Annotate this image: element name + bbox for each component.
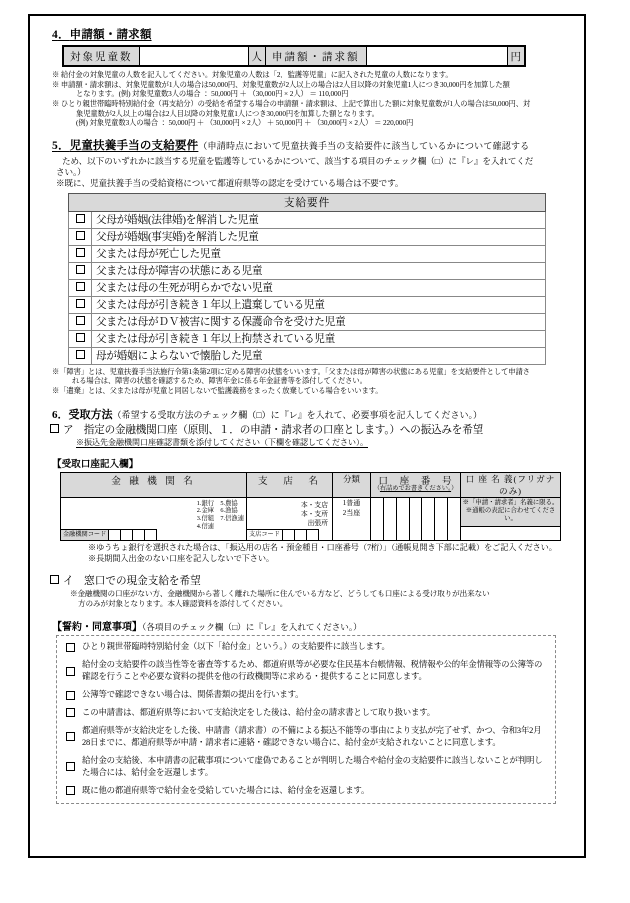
bank-name-cell[interactable] bbox=[61, 497, 247, 540]
pledge-item-label-6: 既に他の都道府県等で給付金を受給していた場合には、給付金を返還します。 bbox=[82, 785, 370, 795]
bank-name-header: 金 融 機 関 名 bbox=[61, 472, 247, 497]
requirement-checkbox-7[interactable] bbox=[69, 330, 92, 347]
receive-method-option-i[interactable] bbox=[50, 573, 572, 588]
section-5-desc-2: ため、以下のいずれかに該当する児童を監護等しているかについて、該当する項目のチェック欄（□）に『レ』を入れてくだ bbox=[62, 155, 534, 166]
checkbox-icon bbox=[66, 708, 75, 717]
table-row bbox=[69, 313, 546, 330]
checkbox-icon bbox=[66, 643, 75, 652]
form-page bbox=[28, 14, 586, 858]
option-i-subnote-1: ※金融機関の口座がない方、金融機関から著しく離れた場所に住んでいる方など、どうしても口座による受け取りが出来ない bbox=[70, 588, 490, 598]
option-a-subnote: ※振込先金融機関口座確認書類を添付してください（下欄を確認してください）。 bbox=[76, 437, 368, 447]
section-5-footnote-1: ※「障害」とは、児童扶養手当法施行令第1条第2項に定める障害の状態をいいます。「父または母が障害の状態にある児童」を支給要件として申請さ bbox=[52, 366, 530, 376]
branch-option-3: 出張所 bbox=[307, 520, 328, 527]
account-number-header bbox=[371, 472, 461, 497]
requirement-label-7: 父または母が引き続き１年以上拘禁されている児童 bbox=[92, 330, 546, 347]
branch-code-digit[interactable] bbox=[283, 529, 295, 540]
requirement-table bbox=[68, 193, 546, 365]
checkbox-icon bbox=[66, 732, 75, 741]
account-type-option-2: 2当座 bbox=[342, 509, 361, 518]
requirement-label-6: 父または母がＤＶ被害に関する保護命令を受けた児童 bbox=[92, 313, 546, 330]
bank-note-2: ※長期間入出金のない口座を記入しないで下さい。 bbox=[88, 553, 275, 563]
account-number-header-text: 口 座 番 号 bbox=[378, 475, 453, 487]
checkbox-icon bbox=[50, 575, 59, 584]
table-row bbox=[69, 279, 546, 296]
checkbox-icon bbox=[76, 350, 85, 359]
section-5-desc-3: さい。） bbox=[56, 167, 86, 178]
pledge-item-label-2: 公簿等で確認できない場合は、関係書類の提出を行います。 bbox=[82, 690, 304, 700]
pledge-item-label-0: ひとり親世帯臨時特別給付金（以下「給付金」という。）の支給要件に該当します。 bbox=[82, 642, 390, 652]
account-number-digit[interactable] bbox=[410, 498, 423, 540]
pledge-item[interactable] bbox=[63, 785, 547, 797]
section-5-title: 児童扶養手当の支給要件 bbox=[69, 139, 199, 152]
section-6-heading-tail: （希望する受取方法のチェック欄（□）に『レ』を入れて、必要事項を記入してください。） bbox=[112, 409, 482, 420]
amount-table-wrap bbox=[62, 45, 572, 67]
pledge-item[interactable] bbox=[63, 641, 547, 653]
pledge-item-label-1: 給付金の支給要件の該当性等を審査等するため、都道府県等が必要な住民基本台帳情報、税情報や公的年金情報等の公簿等の確認を行うことや必要な資料の提供を他の行政機関等に求める・提供することに同意します。 bbox=[82, 660, 543, 682]
branch-name-cell[interactable] bbox=[247, 497, 333, 540]
branch-code-label: 支店コード bbox=[247, 529, 283, 540]
table-row bbox=[69, 347, 546, 364]
account-number-cell[interactable] bbox=[371, 497, 461, 540]
checkbox-icon bbox=[76, 316, 85, 325]
section-6-title: 受取方法 bbox=[68, 408, 113, 421]
table-row bbox=[69, 262, 546, 279]
requirement-checkbox-1[interactable] bbox=[69, 228, 92, 245]
pledge-heading bbox=[52, 618, 572, 633]
table-row bbox=[69, 296, 546, 313]
branch-option-1: 本・支店 bbox=[300, 501, 328, 509]
account-number-digit[interactable] bbox=[448, 498, 460, 540]
pledge-item[interactable] bbox=[63, 725, 547, 749]
section-4-note-4: ※ ひとり親世帯臨時特別給付金（再支給分）の受給を希望する場合の申請額・請求額は、上記で算出した額に対象児童数が1人の場合は50,000円、対 bbox=[52, 98, 531, 108]
requirement-label-1: 父母が婚姻(事実婚)を解消した児童 bbox=[92, 228, 546, 245]
checkbox-icon bbox=[76, 248, 85, 257]
checkbox-icon bbox=[76, 282, 85, 291]
checkbox-icon bbox=[76, 299, 85, 308]
bank-table-wrap bbox=[60, 472, 572, 541]
claim-amount-input[interactable] bbox=[366, 46, 507, 66]
table-row bbox=[69, 330, 546, 347]
table-header-row bbox=[61, 472, 561, 497]
pledge-item[interactable] bbox=[63, 659, 547, 683]
branch-option-2: 本・支所 bbox=[300, 510, 328, 518]
account-number-subnote: （右詰めでお書きください。） bbox=[373, 484, 458, 492]
target-children-input[interactable] bbox=[139, 46, 248, 66]
option-i-subnote-2: 方のみが対象となります。本人確認資料を添付してください。 bbox=[78, 599, 288, 609]
account-type-cell[interactable] bbox=[333, 497, 371, 540]
bank-account-table bbox=[60, 472, 561, 541]
section-4-note-1: ※ 給付金の対象児童の人数を記入してください。対象児童の人数は「2．監護等児童」に記入された児童の人数になります。 bbox=[52, 70, 453, 79]
requirement-label-4: 父または母の生死が明らかでない児童 bbox=[92, 279, 546, 296]
checkbox-icon bbox=[50, 424, 59, 433]
branch-code-digit[interactable] bbox=[307, 529, 319, 540]
claim-amount-unit: 円 bbox=[507, 46, 525, 66]
branch-code-digit[interactable] bbox=[295, 529, 307, 540]
section-4-note-5: 象児童数が2人以上の場合は2人目以降の対象児童1人につき30,000円を加算した額となります。 bbox=[76, 108, 379, 118]
pledge-title-tail: （各項目のチェック欄（□）に『レ』を入れてください。） bbox=[142, 622, 362, 633]
checkbox-icon bbox=[66, 667, 75, 676]
account-holder-note-1: ※「申請・請求者」名義に限る。 bbox=[462, 498, 559, 506]
checkbox-icon bbox=[66, 786, 75, 795]
account-type-header: 分類 bbox=[333, 472, 371, 497]
section-4-title: 申請額・請求額 bbox=[69, 29, 152, 41]
bank-type-1: 1.銀行 5.農協 bbox=[196, 499, 238, 507]
bank-code-label: 金融機関コード bbox=[61, 529, 109, 540]
bank-code-row bbox=[61, 529, 157, 540]
checkbox-icon bbox=[66, 691, 75, 700]
table-row bbox=[61, 497, 561, 540]
receive-method-option-a[interactable] bbox=[50, 422, 572, 437]
bank-code-digit[interactable] bbox=[133, 529, 145, 540]
option-i-label: イ 窓口での現金支給を希望 bbox=[63, 575, 201, 587]
requirement-label-2: 父または母が死亡した児童 bbox=[92, 245, 546, 262]
section-6-heading: 6．受取方法（希望する受取方法のチェック欄（□）に『レ』を入れて、必要事項を記入してください。） bbox=[52, 408, 482, 421]
table-header-row bbox=[69, 193, 546, 211]
bank-type-legend bbox=[197, 500, 244, 531]
requirement-checkbox-4[interactable] bbox=[69, 279, 92, 296]
section-5-footnote-2: れる場合は、障害の状態を確認するため、障害年金に係る年金証書等を添付してください。 bbox=[72, 376, 367, 386]
account-holder-cell[interactable] bbox=[461, 497, 561, 540]
bank-type-2: 2.金庫 6.漁協 bbox=[196, 507, 238, 515]
bank-code-digit[interactable] bbox=[121, 529, 133, 540]
branch-type-options bbox=[247, 498, 332, 529]
requirement-table-wrap bbox=[68, 193, 572, 365]
requirement-checkbox-6[interactable] bbox=[69, 313, 92, 330]
pledge-item-label-5: 給付金の支給後、本申請書の記載事項について虚偽であることが判明した場合や給付金の支給要件に該当しないことが判明した場合には、給付金を返還します。 bbox=[82, 755, 543, 777]
account-number-digit[interactable] bbox=[435, 498, 448, 540]
checkbox-icon bbox=[66, 762, 75, 771]
account-type-option-1: 1普通 bbox=[342, 498, 361, 507]
account-holder-header: 口 座 名 義(フリガナのみ) bbox=[461, 472, 561, 497]
requirement-checkbox-3[interactable] bbox=[69, 262, 92, 279]
table-row bbox=[69, 211, 546, 228]
target-children-label: 対象児童数 bbox=[63, 46, 139, 66]
pledge-item-label-3: この申請書は、都道府県等において支給決定をした後は、給付金の請求書として取り扱います。 bbox=[82, 707, 436, 717]
requirement-checkbox-8[interactable] bbox=[69, 347, 92, 364]
target-children-unit: 人 bbox=[248, 46, 266, 66]
section-5-heading-tail: （申請時点において児童扶養手当の支給要件に該当しているかについて確認する bbox=[198, 140, 530, 151]
requirement-table-header: 支給要件 bbox=[69, 193, 546, 211]
section-4-note-6: (例) 対象児童数3人の場合 ： 50,000円 ＋ （30,000円 × 2人） ＋ 50,000円 ＋ （30,000円 × 2人） ＝ 220,000円 bbox=[76, 118, 414, 128]
checkbox-icon bbox=[76, 265, 85, 274]
bank-code-digit[interactable] bbox=[109, 529, 121, 540]
branch-name-header: 支 店 名 bbox=[247, 472, 333, 497]
bank-type-3: 3.信組 7.信漁連 bbox=[196, 515, 244, 522]
pledge-box bbox=[56, 635, 556, 803]
requirement-label-8: 母が婚姻によらないで懐胎した児童 bbox=[92, 347, 546, 364]
requirement-checkbox-2[interactable] bbox=[69, 245, 92, 262]
account-number-digit[interactable] bbox=[397, 498, 410, 540]
claim-amount-label: 申請額・請求額 bbox=[266, 46, 367, 66]
requirement-label-5: 父または母が引き続き１年以上遺棄している児童 bbox=[92, 296, 546, 313]
checkbox-icon bbox=[76, 333, 85, 342]
section-4-note-2: ※ 申請額・請求額は、対象児童数が1人の場合は50,000円、対象児童数が2人以上の場合は2人目以降の対象児童1人につき30,000円を加算した額 bbox=[52, 79, 510, 89]
section-6-number: 6 bbox=[52, 408, 58, 421]
account-number-digit[interactable] bbox=[422, 498, 435, 540]
pledge-item-label-4: 都道府県等が支給決定をした後、申請書（請求書）の不備による振込不能等の事由により支払が完了せず、かつ、令和3年2月28日までに、都道府県等が申請・請求者に連絡・確認できない場合に、給付金が支給されないことに同意します。 bbox=[82, 725, 542, 747]
account-number-digit[interactable] bbox=[384, 498, 397, 540]
section-4-number: 4 bbox=[52, 29, 58, 41]
account-number-digit[interactable] bbox=[371, 498, 384, 540]
table-row bbox=[69, 228, 546, 245]
branch-code-row bbox=[247, 529, 319, 540]
section-4-heading: 4．申請額・請求額 bbox=[52, 29, 152, 41]
pledge-item[interactable] bbox=[63, 755, 547, 779]
requirement-checkbox-5[interactable] bbox=[69, 296, 92, 313]
table-row bbox=[69, 245, 546, 262]
account-number-subnote-text: 右詰めでお書きください。 bbox=[379, 484, 452, 492]
checkbox-icon bbox=[76, 231, 85, 240]
section-5-desc-4: ※既に、児童扶養手当の受給資格について都道府県等の認定を受けている場合は不要です。 bbox=[56, 178, 404, 189]
table-row bbox=[63, 46, 525, 66]
section-4-note-3: となります。(例) 対象児童数3人の場合 ： 50,000円 ＋ （30,000円 × 2人） ＝ 110,000円 bbox=[76, 89, 349, 99]
section-5-number: 5 bbox=[52, 139, 58, 152]
bank-note-1: ※ゆうちょ銀行を選択された場合は、「振込用の店名・預金種目・口座番号（7桁）」（通帳見開き下部に記載）をご記入ください。 bbox=[88, 542, 557, 552]
section-5-heading: 5．児童扶養手当の支給要件（申請時点において児童扶養手当の支給要件に該当しているかについて確認する bbox=[52, 139, 530, 152]
account-holder-note-2: ※通帳の表記に合わせてください。 bbox=[465, 506, 556, 523]
account-box-title: 【受取口座記入欄】 bbox=[52, 458, 139, 470]
bank-type-4: 4.信連 bbox=[196, 522, 215, 530]
account-holder-note bbox=[461, 498, 560, 527]
option-a-label: ア 指定の金融機関口座（原則、１．の申請・請求者の口座とします。）への振込みを希望 bbox=[63, 424, 483, 436]
pledge-item[interactable] bbox=[63, 689, 547, 701]
checkbox-icon bbox=[76, 214, 85, 223]
pledge-title-text: 【誓約・同意事項】 bbox=[52, 622, 142, 634]
requirement-label-3: 父または母が障害の状態にある児童 bbox=[92, 262, 546, 279]
requirement-label-0: 父母が婚姻(法律婚)を解消した児童 bbox=[92, 211, 546, 228]
bank-code-digit[interactable] bbox=[145, 529, 157, 540]
pledge-item[interactable] bbox=[63, 707, 547, 719]
requirement-checkbox-0[interactable] bbox=[69, 211, 92, 228]
section-5-footnote-3: ※「遺棄」とは、父または母が児童と同居しないで監護義務をまったく放棄している場合をいいます。 bbox=[52, 386, 383, 396]
amount-table bbox=[62, 45, 526, 67]
